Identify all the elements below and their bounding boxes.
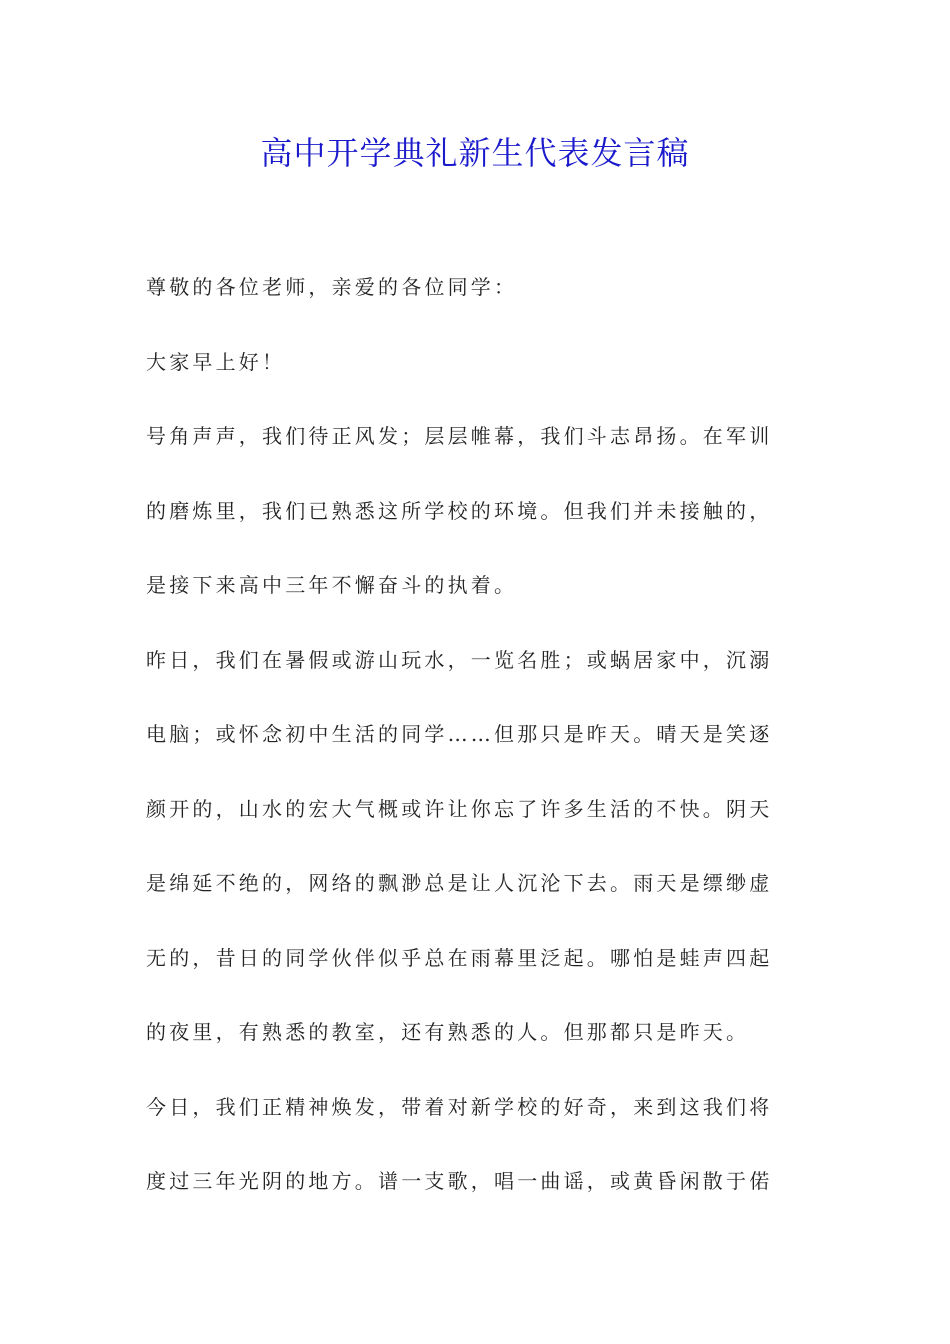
- text-line: 颜开的，山水的宏大气概或许让你忘了许多生活的不快。阴天: [146, 796, 773, 821]
- text-line: 电脑；或怀念初中生活的同学……但那只是昨天。晴天是笑逐: [146, 722, 773, 746]
- text-line: 的夜里，有熟悉的教室，还有熟悉的人。但那都只是昨天。: [146, 1020, 750, 1044]
- text-line: 今日，我们正精神焕发，带着对新学校的好奇，来到这我们将: [146, 1094, 773, 1119]
- text-line: 的磨炼里，我们已熟悉这所学校的环境。但我们并未接触的，: [146, 498, 773, 523]
- document-title: 高中开学典礼新生代表发言稿: [260, 134, 690, 172]
- text-line: 度过三年光阴的地方。谱一支歌，唱一曲谣，或黄昏闲散于偌: [146, 1169, 773, 1193]
- text-line: 是绵延不绝的，网络的飘渺总是让人沉沦下去。雨天是缥缈虚: [146, 871, 773, 895]
- text-line: 是接下来高中三年不懈奋斗的执着。: [146, 573, 518, 597]
- text-line-salutation: 大家早上好！: [146, 349, 286, 374]
- text-line: 昨日，我们在暑假或游山玩水，一览名胜；或蜗居家中，沉溺: [146, 647, 773, 672]
- text-line-greeting: 尊敬的各位老师，亲爱的各位同学：: [146, 275, 518, 299]
- document-body: [146, 265, 806, 1234]
- text-line: 无的，昔日的同学伙伴似乎总在雨幕里泛起。哪怕是蛙声四起: [146, 945, 773, 970]
- text-line: 号角声声，我们待正风发；层层帷幕，我们斗志昂扬。在军训: [146, 424, 773, 448]
